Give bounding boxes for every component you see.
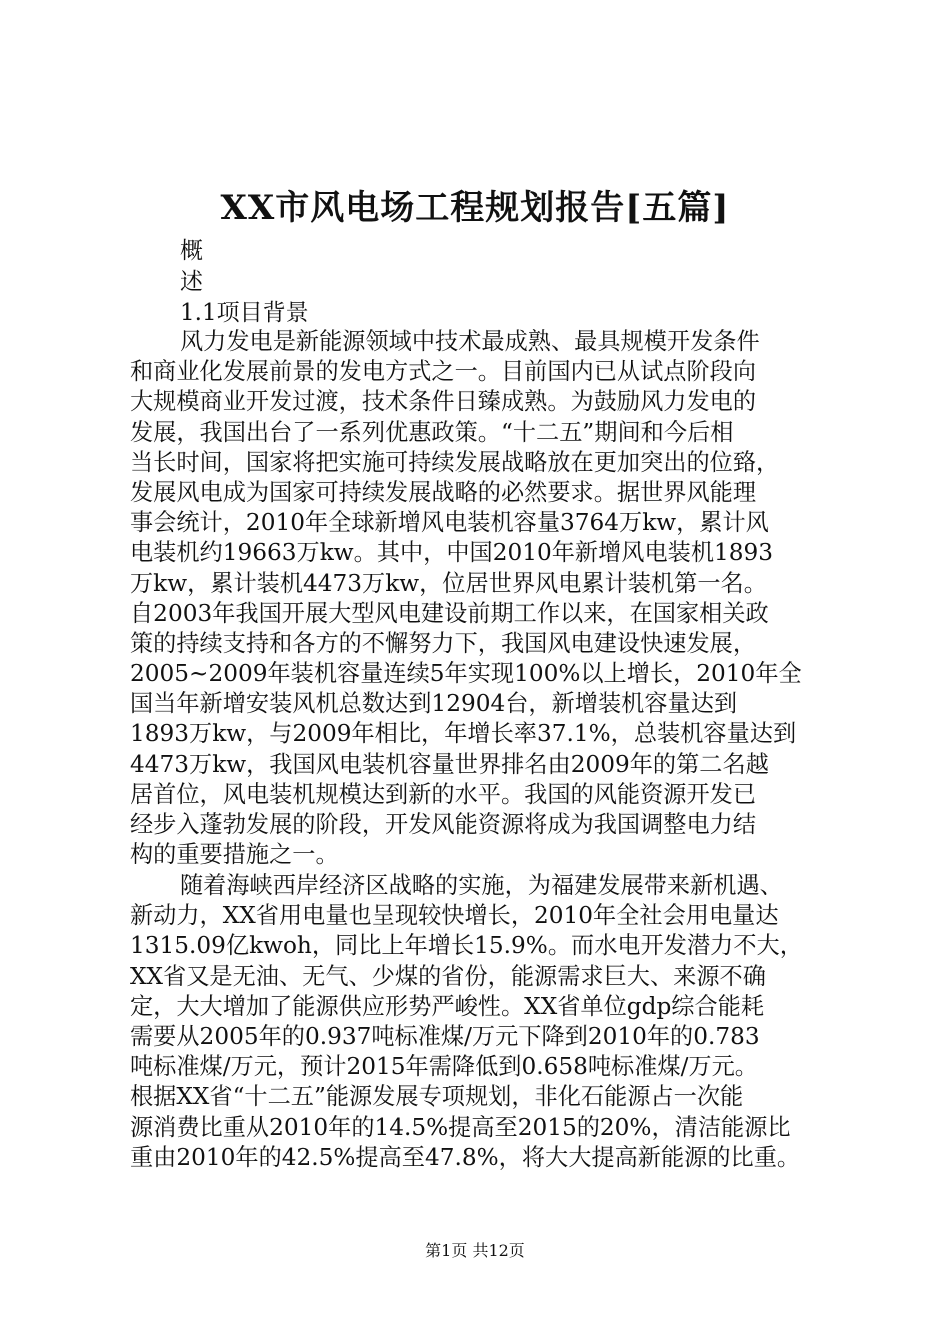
text-line: 和商业化发展前景的发电方式之一。目前国内已从试点阶段向 [130, 358, 757, 386]
text-line: 2005~2009年装机容量连续5年实现100%以上增长，2010年全 [130, 660, 802, 688]
text-line: 构的重要措施之一。 [130, 841, 339, 869]
text-line: 风力发电是新能源领域中技术最成熟、最具规模开发条件 [180, 328, 760, 355]
text-line: 1315.09亿kwoh，同比上年增长15.9%。而水电开发潜力不大， [130, 932, 803, 960]
text-line: 根据XX省“十二五”能源发展专项规划，非化石能源占一次能 [130, 1083, 744, 1111]
text-line: 吨标准煤/万元，预计2015年需降低到0.658吨标准煤/万元。 [130, 1053, 758, 1081]
paragraph-1 [130, 327, 830, 870]
page-number-footer: 第1页 共12页 [425, 1241, 525, 1260]
text-line: 当长时间，国家将把实施可持续发展战略放在更加突出的位臵， [130, 448, 780, 476]
text-line: 电装机约19663万kw。其中，中国2010年新增风电装机1893 [130, 539, 774, 567]
text-line: 4473万kw，我国风电装机容量世界排名由2009年的第二名越 [130, 750, 769, 778]
text-line: 1893万kw，与2009年相比，年增长率37.1%，总装机容量达到 [130, 720, 797, 748]
document-title: XX市风电场工程规划报告[五篇] [220, 188, 730, 228]
text-line: 策的持续支持和各方的不懈努力下，我国风电建设快速发展， [130, 629, 757, 657]
text-line: 源消费比重从2010年的14.5%提高至2015的20%，清洁能源比 [130, 1113, 791, 1141]
text-line: XX省又是无油、无气、少煤的省份，能源需求巨大、来源不确 [130, 962, 766, 990]
text-line: 自2003年我国开展大型风电建设前期工作以来，在国家相关政 [130, 599, 769, 627]
paragraph-2 [130, 871, 830, 1173]
text-line: 需要从2005年的0.937吨标准煤/万元下降到2010年的0.783 [130, 1022, 760, 1050]
text-line: 居首位，风电装机规模达到新的水平。我国的风能资源开发已 [130, 780, 757, 808]
text-line: 万kw，累计装机4473万kw，位居世界风电累计装机第一名。 [130, 569, 767, 597]
text-line: 重由2010年的42.5%提高至47.8%，将大大提高新能源的比重。 [130, 1143, 801, 1171]
text-line: 事会统计，2010年全球新增风电装机容量3764万kw，累计风 [130, 509, 769, 537]
text-line: 大规模商业开发过渡，技术条件日臻成熟。为鼓励风力发电的 [130, 388, 757, 416]
overview-heading-char-1: 概 [180, 238, 203, 264]
text-line: 定，大大增加了能源供应形势严峻性。XX省单位gdp综合能耗 [130, 992, 765, 1020]
text-line: 随着海峡西岸经济区战略的实施，为福建发展带来新机遇、 [180, 872, 783, 899]
overview-heading-char-2: 述 [180, 269, 203, 295]
text-line: 国当年新增安装风机总数达到12904台，新增装机容量达到 [130, 690, 738, 718]
text-line: 经步入蓬勃发展的阶段，开发风能资源将成为我国调整电力结 [130, 811, 757, 838]
text-line: 发展，我国出台了一系列优惠政策。“十二五”期间和今后相 [130, 418, 734, 446]
text-line: 发展风电成为国家可持续发展战略的必然要求。据世界风能理 [130, 478, 757, 506]
section-heading: 1.1项目背景 [180, 300, 309, 326]
text-line: 新动力，XX省用电量也呈现较快增长，2010年全社会用电量达 [130, 902, 779, 930]
